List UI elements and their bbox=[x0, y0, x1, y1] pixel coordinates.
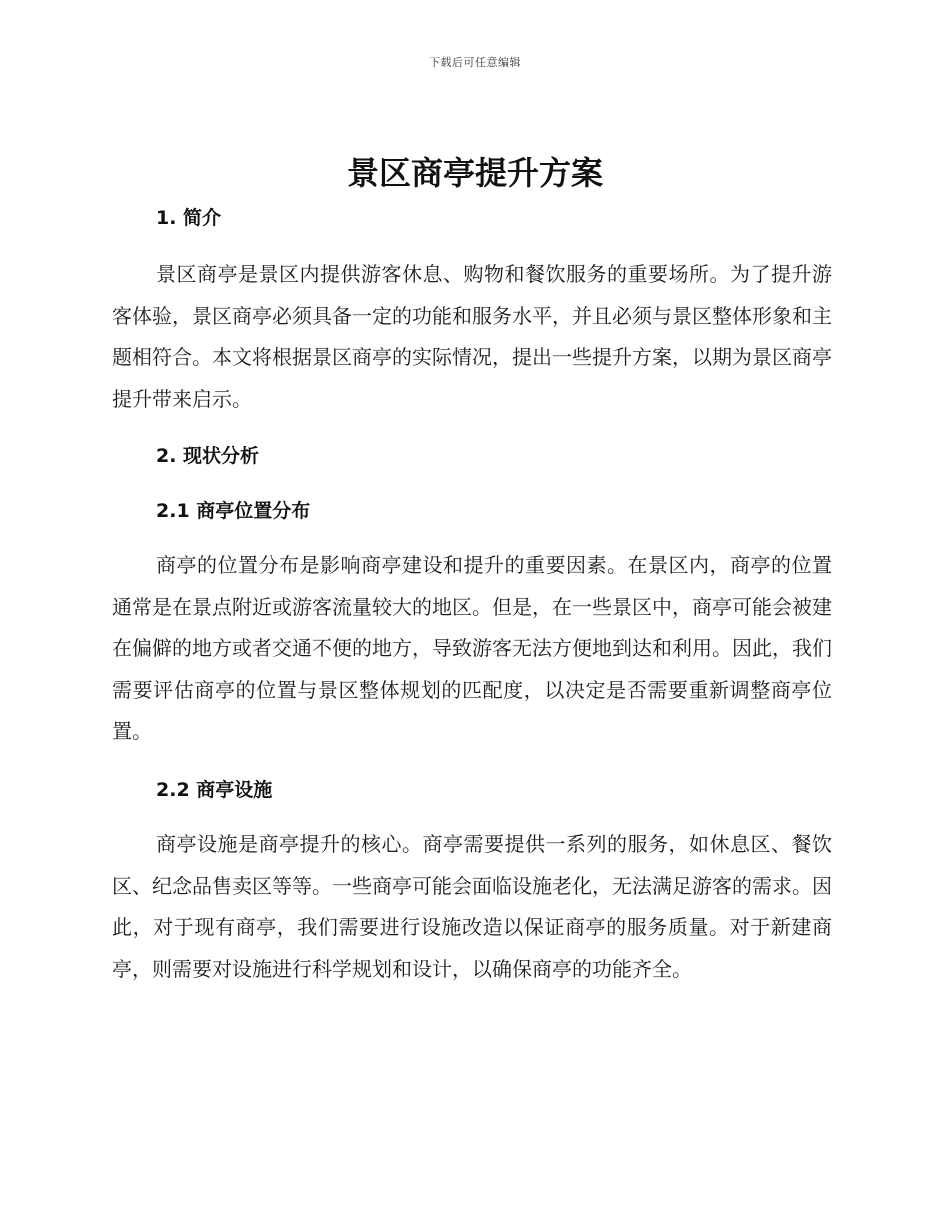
section-heading-kiosk-facilities: 2.2 商亭设施 bbox=[156, 779, 273, 801]
section-heading-current-analysis: 2. 现状分析 bbox=[156, 445, 260, 467]
section-heading-introduction: 1. 简介 bbox=[156, 207, 222, 229]
section-heading-kiosk-location: 2.1 商亭位置分布 bbox=[156, 500, 311, 522]
section-paragraph-kiosk-facilities: 商亭设施是商亭提升的核心。商亭需要提供一系列的服务，如休息区、餐饮区、纪念品售卖区等等。一些商亭可能会面临设施老化，无法满足游客的需求。因此，对于现有商亭，我们需要进行设施改造以保证商亭的服务质量。对于新建商亭，则需要对设施进行科学规划和设计，以确保商亭的功能齐全。 bbox=[112, 832, 832, 981]
page-header-note: 下载后可任意编辑 bbox=[429, 56, 521, 69]
section-paragraph-introduction: 景区商亭是景区内提供游客休息、购物和餐饮服务的重要场所。为了提升游客体验，景区商亭必须具备一定的功能和服务水平，并且必须与景区整体形象和主题相符合。本文将根据景区商亭的实际情况，提出一些提升方案，以期为景区商亭提升带来启示。 bbox=[112, 262, 832, 411]
section-paragraph-kiosk-location: 商亭的位置分布是影响商亭建设和提升的重要因素。在景区内，商亭的位置通常是在景点附近或游客流量较大的地区。但是，在一些景区中，商亭可能会被建在偏僻的地方或者交通不便的地方，导致游客无法方便地到达和利用。因此，我们需要评估商亭的位置与景区整体规划的匹配度，以决定是否需要重新调整商亭位置。 bbox=[112, 553, 832, 743]
document-title: 景区商亭提升方案 bbox=[346, 154, 603, 192]
